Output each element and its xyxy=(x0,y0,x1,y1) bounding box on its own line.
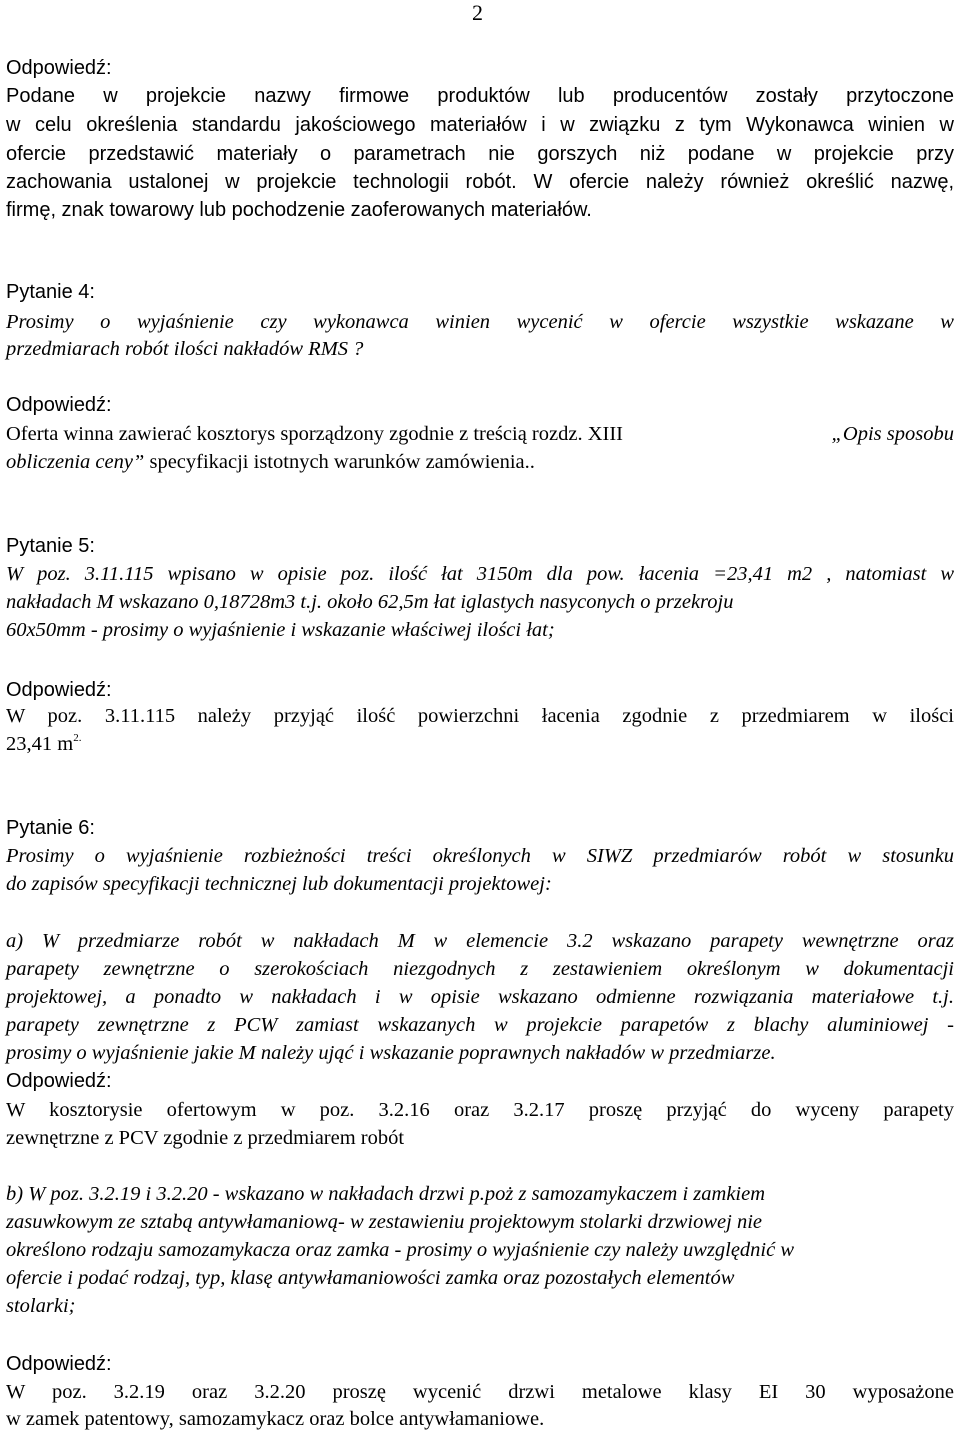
answer-label: Odpowiedź: xyxy=(6,1353,112,1375)
answer-text-segment: „Opis sposobu xyxy=(831,423,954,445)
answer-text-line: W kosztorysie ofertowym w poz. 3.2.16 oraz 3.2.17 proszę przyjąć do wyceny parapety xyxy=(6,1099,954,1121)
question-text-line: W poz. 3.11.115 wpisano w opisie poz. ilość łat 3150m dla pow. łacenia =23,41 m2 , natomiast w xyxy=(6,563,954,585)
question-text-line: nakładach M wskazano 0,18728m3 t.j. około 62,5m łat iglastych nasyconych o przekroju xyxy=(6,591,734,613)
question-text-line: projektowej, a ponadto w nakładach i w opisie wskazano odmienne rozwiązania materiałowe t.j. xyxy=(6,986,954,1008)
question-text-line: Prosimy o wyjaśnienie czy wykonawca winien wycenić w ofercie wszystkie wskazane w xyxy=(6,311,954,333)
question-label: Pytanie 4: xyxy=(6,281,95,303)
question-label: Pytanie 5: xyxy=(6,535,95,557)
question-text-line: określono rodzaju samozamykacza oraz zamka - prosimy o wyjaśnienie czy należy uwzględnić w xyxy=(6,1239,795,1261)
question-label: Pytanie 6: xyxy=(6,817,95,839)
answer-text-line: zewnętrzne z PCV zgodnie z przedmiarem robót xyxy=(6,1127,405,1149)
question-text-line: 60x50mm - prosimy o wyjaśnienie i wskazanie właściwej ilości łat; xyxy=(6,619,555,641)
question-text-line: a) W przedmiarze robót w nakładach M w elemencie 3.2 wskazano parapety wewnętrzne oraz xyxy=(6,930,954,952)
question-text-line: przedmiarach robót ilości nakładów RMS ? xyxy=(6,338,364,360)
answer-text-line: Podane w projekcie nazwy firmowe produktów lub producentów zostały przytoczone xyxy=(6,85,954,107)
question-text-line: do zapisów specyfikacji technicznej lub dokumentacji projektowej: xyxy=(6,873,552,895)
answer-text-segment: 23,41 m xyxy=(6,733,74,755)
answer-text-line: w celu określenia standardu jakościowego materiałów i w związku z tym Wykonawca winien w xyxy=(6,114,954,136)
answer-text-line: W poz. 3.2.19 oraz 3.2.20 proszę wycenić drzwi metalowe klasy EI 30 wyposażone xyxy=(6,1381,954,1403)
question-text-line: stolarki; xyxy=(6,1295,76,1317)
superscript: 2. xyxy=(73,732,82,744)
question-text-line: b) W poz. 3.2.19 i 3.2.20 - wskazano w nakładach drzwi p.poż z samozamykaczem i zamkiem xyxy=(6,1183,766,1205)
answer-text-line: firmę, znak towarowy lub pochodzenie zaoferowanych materiałów. xyxy=(6,199,592,221)
answer-label: Odpowiedź: xyxy=(6,679,112,701)
answer-label: Odpowiedź: xyxy=(6,394,112,416)
answer-text-line: W poz. 3.11.115 należy przyjąć ilość powierzchni łacenia zgodnie z przedmiarem w ilości xyxy=(6,705,954,727)
answer-text-segment: Oferta winna zawierać kosztorys sporządzony zgodnie z treścią rozdz. XIII xyxy=(6,423,623,445)
answer-text-line: w zamek patentowy, samozamykacz oraz bolce antywłamaniowe. xyxy=(6,1408,545,1430)
answer-text-line: zachowania ustalonej w projekcie technologii robót. W ofercie należy również określić nazwę, xyxy=(6,171,954,193)
question-text-line: parapety zewnętrzne o szerokościach niezgodnych z zestawieniem określonym w dokumentacji xyxy=(6,958,954,980)
question-text-line: ofercie i podać rodzaj, typ, klasę antywłamaniowości zamka oraz pozostałych elementów xyxy=(6,1267,735,1289)
question-text-line: zasuwkowym ze sztabą antywłamaniową- w zestawieniu projektowym stolarki drzwiowej nie xyxy=(6,1211,763,1233)
page-number: 2 xyxy=(472,0,483,25)
question-text-line: prosimy o wyjaśnienie jakie M należy ująć i wskazanie poprawnych nakładów w przedmiarze. xyxy=(6,1042,776,1064)
answer-text-line xyxy=(6,421,954,447)
answer-text-line xyxy=(6,731,954,757)
question-text-line: Prosimy o wyjaśnienie rozbieżności treści określonych w SIWZ przedmiarów robót w stosunku xyxy=(6,845,954,867)
answer-text-segment: obliczenia ceny” xyxy=(6,451,145,473)
answer-text-line xyxy=(6,449,954,475)
answer-label: Odpowiedź: xyxy=(6,57,112,79)
answer-text-line: ofercie przedstawić materiały o parametrach nie gorszych niż podane w projekcie przy xyxy=(6,143,954,165)
question-text-line: parapety zewnętrzne z PCW zamiast wskazanych w projekcie parapetów z blachy aluminiowej - xyxy=(6,1014,954,1036)
answer-text-segment: specyfikacji istotnych warunków zamówienia.. xyxy=(144,451,535,473)
answer-label: Odpowiedź: xyxy=(6,1070,112,1092)
